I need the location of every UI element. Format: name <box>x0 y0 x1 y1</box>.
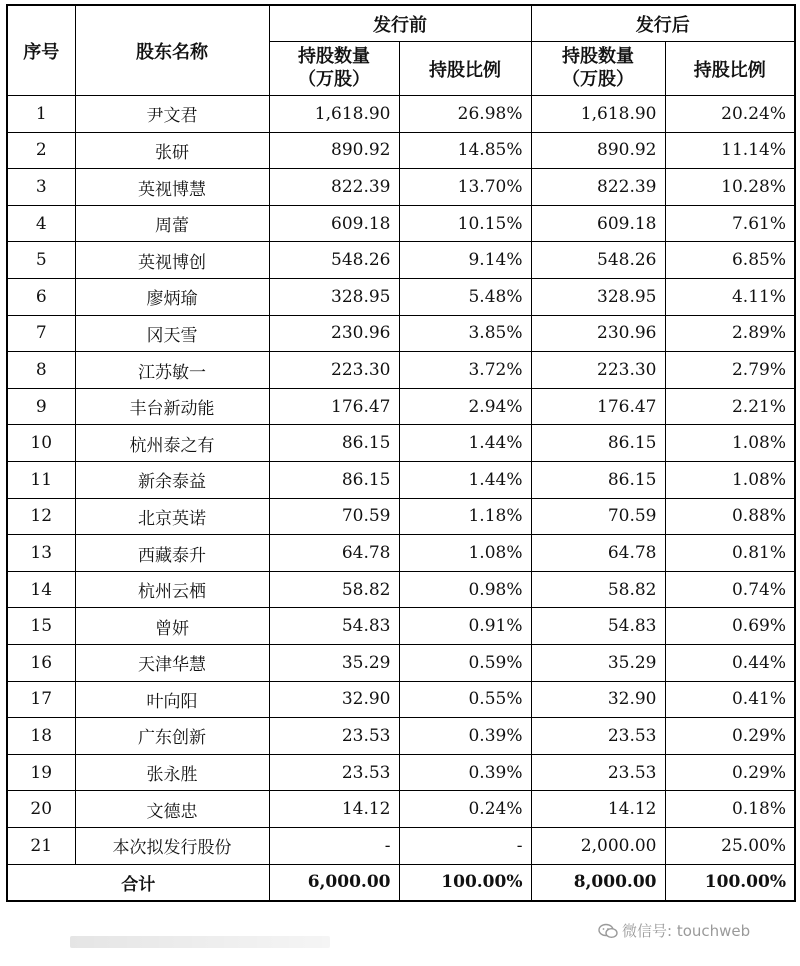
cell-before-ratio: 0.59% <box>399 645 531 682</box>
header-before-shares-line1: 持股数量 <box>298 46 370 68</box>
cell-after-ratio: 0.44% <box>665 645 795 682</box>
table-row <box>7 681 795 718</box>
cell-after-shares: 70.59 <box>531 498 665 535</box>
cell-name: 杭州云栖 <box>75 571 269 608</box>
cell-after-shares: 58.82 <box>531 571 665 608</box>
cell-before-shares: 1,618.90 <box>269 96 399 133</box>
cell-seq: 1 <box>7 96 75 133</box>
cell-after-ratio: 0.29% <box>665 754 795 791</box>
cell-after-shares: 23.53 <box>531 754 665 791</box>
table-row <box>7 242 795 279</box>
cell-before-shares: 32.90 <box>269 681 399 718</box>
cell-name: 冈天雪 <box>75 315 269 352</box>
header-before-ratio: 持股比例 <box>399 42 531 96</box>
cell-before-ratio: 0.98% <box>399 571 531 608</box>
cell-before-ratio: 0.39% <box>399 754 531 791</box>
cell-before-shares: 86.15 <box>269 425 399 462</box>
cell-seq: 5 <box>7 242 75 279</box>
cell-seq: 16 <box>7 645 75 682</box>
cell-seq: 15 <box>7 608 75 645</box>
header-before-shares <box>269 42 399 96</box>
cell-seq: 4 <box>7 205 75 242</box>
cell-seq: 6 <box>7 279 75 316</box>
watermark-text: 微信号: touchweb <box>622 922 751 940</box>
cell-after-ratio: 2.21% <box>665 388 795 425</box>
cell-before-ratio: 1.44% <box>399 462 531 499</box>
table-row <box>7 608 795 645</box>
shareholder-table <box>6 4 796 902</box>
cell-after-shares: 609.18 <box>531 205 665 242</box>
cell-seq: 7 <box>7 315 75 352</box>
cell-after-ratio: 11.14% <box>665 132 795 169</box>
table-row <box>7 718 795 755</box>
cell-name: 杭州泰之有 <box>75 425 269 462</box>
cell-before-ratio: - <box>399 827 531 864</box>
cell-after-shares: 64.78 <box>531 535 665 572</box>
cell-seq: 12 <box>7 498 75 535</box>
table-row <box>7 169 795 206</box>
cell-seq: 21 <box>7 827 75 864</box>
header-before-shares-line2: （万股） <box>298 68 370 90</box>
watermark <box>598 920 750 941</box>
cell-after-ratio: 25.00% <box>665 827 795 864</box>
cell-before-shares: 70.59 <box>269 498 399 535</box>
total-label: 合计 <box>7 864 269 901</box>
cell-after-shares: 548.26 <box>531 242 665 279</box>
cell-after-ratio: 0.41% <box>665 681 795 718</box>
header-after-shares-line2: （万股） <box>562 68 634 90</box>
cell-before-ratio: 0.55% <box>399 681 531 718</box>
cell-seq: 10 <box>7 425 75 462</box>
cell-before-ratio: 5.48% <box>399 279 531 316</box>
cell-name: 周蕾 <box>75 205 269 242</box>
cell-after-shares: 223.30 <box>531 352 665 389</box>
cell-before-ratio: 14.85% <box>399 132 531 169</box>
cell-before-shares: 23.53 <box>269 718 399 755</box>
cell-after-ratio: 1.08% <box>665 425 795 462</box>
header-seq: 序号 <box>7 5 75 96</box>
cell-after-shares: 328.95 <box>531 279 665 316</box>
cell-seq: 20 <box>7 791 75 828</box>
cell-after-ratio: 7.61% <box>665 205 795 242</box>
cell-seq: 14 <box>7 571 75 608</box>
cell-after-ratio: 6.85% <box>665 242 795 279</box>
table-body <box>7 96 795 901</box>
cell-before-shares: 14.12 <box>269 791 399 828</box>
cell-after-shares: 822.39 <box>531 169 665 206</box>
header-before: 发行前 <box>269 5 531 42</box>
cell-after-shares: 86.15 <box>531 462 665 499</box>
header-after-shares <box>531 42 665 96</box>
cell-after-shares: 14.12 <box>531 791 665 828</box>
cell-name: 英视博创 <box>75 242 269 279</box>
cell-before-shares: 35.29 <box>269 645 399 682</box>
cell-before-shares: 328.95 <box>269 279 399 316</box>
table-row <box>7 462 795 499</box>
cell-after-ratio: 10.28% <box>665 169 795 206</box>
cell-after-shares: 176.47 <box>531 388 665 425</box>
cell-name: 新余泰益 <box>75 462 269 499</box>
cell-name: 北京英诺 <box>75 498 269 535</box>
cell-seq: 9 <box>7 388 75 425</box>
cell-after-shares: 230.96 <box>531 315 665 352</box>
cell-after-ratio: 1.08% <box>665 462 795 499</box>
cell-after-shares: 1,618.90 <box>531 96 665 133</box>
cell-name: 本次拟发行股份 <box>75 827 269 864</box>
cell-before-ratio: 10.15% <box>399 205 531 242</box>
cell-before-shares: 223.30 <box>269 352 399 389</box>
cell-after-ratio: 0.69% <box>665 608 795 645</box>
cell-after-shares: 890.92 <box>531 132 665 169</box>
cropped-footnote-text <box>70 936 330 948</box>
header-after: 发行后 <box>531 5 795 42</box>
cell-after-shares: 35.29 <box>531 645 665 682</box>
cell-before-shares: 64.78 <box>269 535 399 572</box>
total-after-shares: 8,000.00 <box>531 864 665 901</box>
table-row <box>7 315 795 352</box>
cell-before-shares: 176.47 <box>269 388 399 425</box>
cell-name: 丰台新动能 <box>75 388 269 425</box>
table-row <box>7 205 795 242</box>
cell-seq: 8 <box>7 352 75 389</box>
cell-seq: 18 <box>7 718 75 755</box>
table-row <box>7 645 795 682</box>
cell-after-shares: 2,000.00 <box>531 827 665 864</box>
header-row-top <box>7 5 795 42</box>
cell-name: 广东创新 <box>75 718 269 755</box>
cell-before-ratio: 1.18% <box>399 498 531 535</box>
cell-name: 江苏敏一 <box>75 352 269 389</box>
cell-before-shares: - <box>269 827 399 864</box>
table-row <box>7 352 795 389</box>
cell-seq: 13 <box>7 535 75 572</box>
cell-before-shares: 548.26 <box>269 242 399 279</box>
cell-seq: 11 <box>7 462 75 499</box>
cell-after-ratio: 0.88% <box>665 498 795 535</box>
header-after-shares-line1: 持股数量 <box>562 46 634 68</box>
cell-name: 英视博慧 <box>75 169 269 206</box>
cell-before-ratio: 1.08% <box>399 535 531 572</box>
cell-before-ratio: 26.98% <box>399 96 531 133</box>
table-row <box>7 754 795 791</box>
cell-seq: 3 <box>7 169 75 206</box>
table-row <box>7 571 795 608</box>
table-row <box>7 827 795 864</box>
cell-before-ratio: 1.44% <box>399 425 531 462</box>
cell-before-ratio: 0.24% <box>399 791 531 828</box>
table-row <box>7 132 795 169</box>
cell-after-ratio: 0.18% <box>665 791 795 828</box>
cell-before-shares: 58.82 <box>269 571 399 608</box>
cell-before-ratio: 3.72% <box>399 352 531 389</box>
cell-before-shares: 822.39 <box>269 169 399 206</box>
cell-after-ratio: 2.79% <box>665 352 795 389</box>
cell-after-ratio: 0.29% <box>665 718 795 755</box>
cell-after-shares: 86.15 <box>531 425 665 462</box>
cell-before-shares: 609.18 <box>269 205 399 242</box>
cell-before-shares: 86.15 <box>269 462 399 499</box>
cell-name: 廖炳瑜 <box>75 279 269 316</box>
cell-seq: 19 <box>7 754 75 791</box>
cell-name: 曾妍 <box>75 608 269 645</box>
table-row <box>7 535 795 572</box>
cell-after-ratio: 4.11% <box>665 279 795 316</box>
header-name: 股东名称 <box>75 5 269 96</box>
cell-after-ratio: 0.81% <box>665 535 795 572</box>
total-before-shares: 6,000.00 <box>269 864 399 901</box>
cell-before-shares: 54.83 <box>269 608 399 645</box>
cell-before-ratio: 3.85% <box>399 315 531 352</box>
cell-after-shares: 23.53 <box>531 718 665 755</box>
cell-after-ratio: 2.89% <box>665 315 795 352</box>
cell-name: 叶向阳 <box>75 681 269 718</box>
table-row <box>7 425 795 462</box>
cell-after-shares: 32.90 <box>531 681 665 718</box>
cell-before-ratio: 9.14% <box>399 242 531 279</box>
cell-name: 西藏泰升 <box>75 535 269 572</box>
cell-before-ratio: 0.91% <box>399 608 531 645</box>
cell-name: 尹文君 <box>75 96 269 133</box>
cell-after-ratio: 0.74% <box>665 571 795 608</box>
cell-name: 张研 <box>75 132 269 169</box>
table-row <box>7 388 795 425</box>
cell-after-ratio: 20.24% <box>665 96 795 133</box>
total-before-ratio: 100.00% <box>399 864 531 901</box>
cell-before-shares: 23.53 <box>269 754 399 791</box>
table-row <box>7 791 795 828</box>
cell-seq: 17 <box>7 681 75 718</box>
cell-name: 文德忠 <box>75 791 269 828</box>
cell-name: 张永胜 <box>75 754 269 791</box>
header-after-ratio: 持股比例 <box>665 42 795 96</box>
total-row <box>7 864 795 901</box>
cell-after-shares: 54.83 <box>531 608 665 645</box>
cell-seq: 2 <box>7 132 75 169</box>
cell-before-ratio: 2.94% <box>399 388 531 425</box>
table-row <box>7 279 795 316</box>
table-row <box>7 498 795 535</box>
cell-before-ratio: 13.70% <box>399 169 531 206</box>
wechat-icon <box>598 923 618 939</box>
cell-name: 天津华慧 <box>75 645 269 682</box>
cell-before-shares: 890.92 <box>269 132 399 169</box>
cell-before-shares: 230.96 <box>269 315 399 352</box>
cell-before-ratio: 0.39% <box>399 718 531 755</box>
table-row <box>7 96 795 133</box>
total-after-ratio: 100.00% <box>665 864 795 901</box>
